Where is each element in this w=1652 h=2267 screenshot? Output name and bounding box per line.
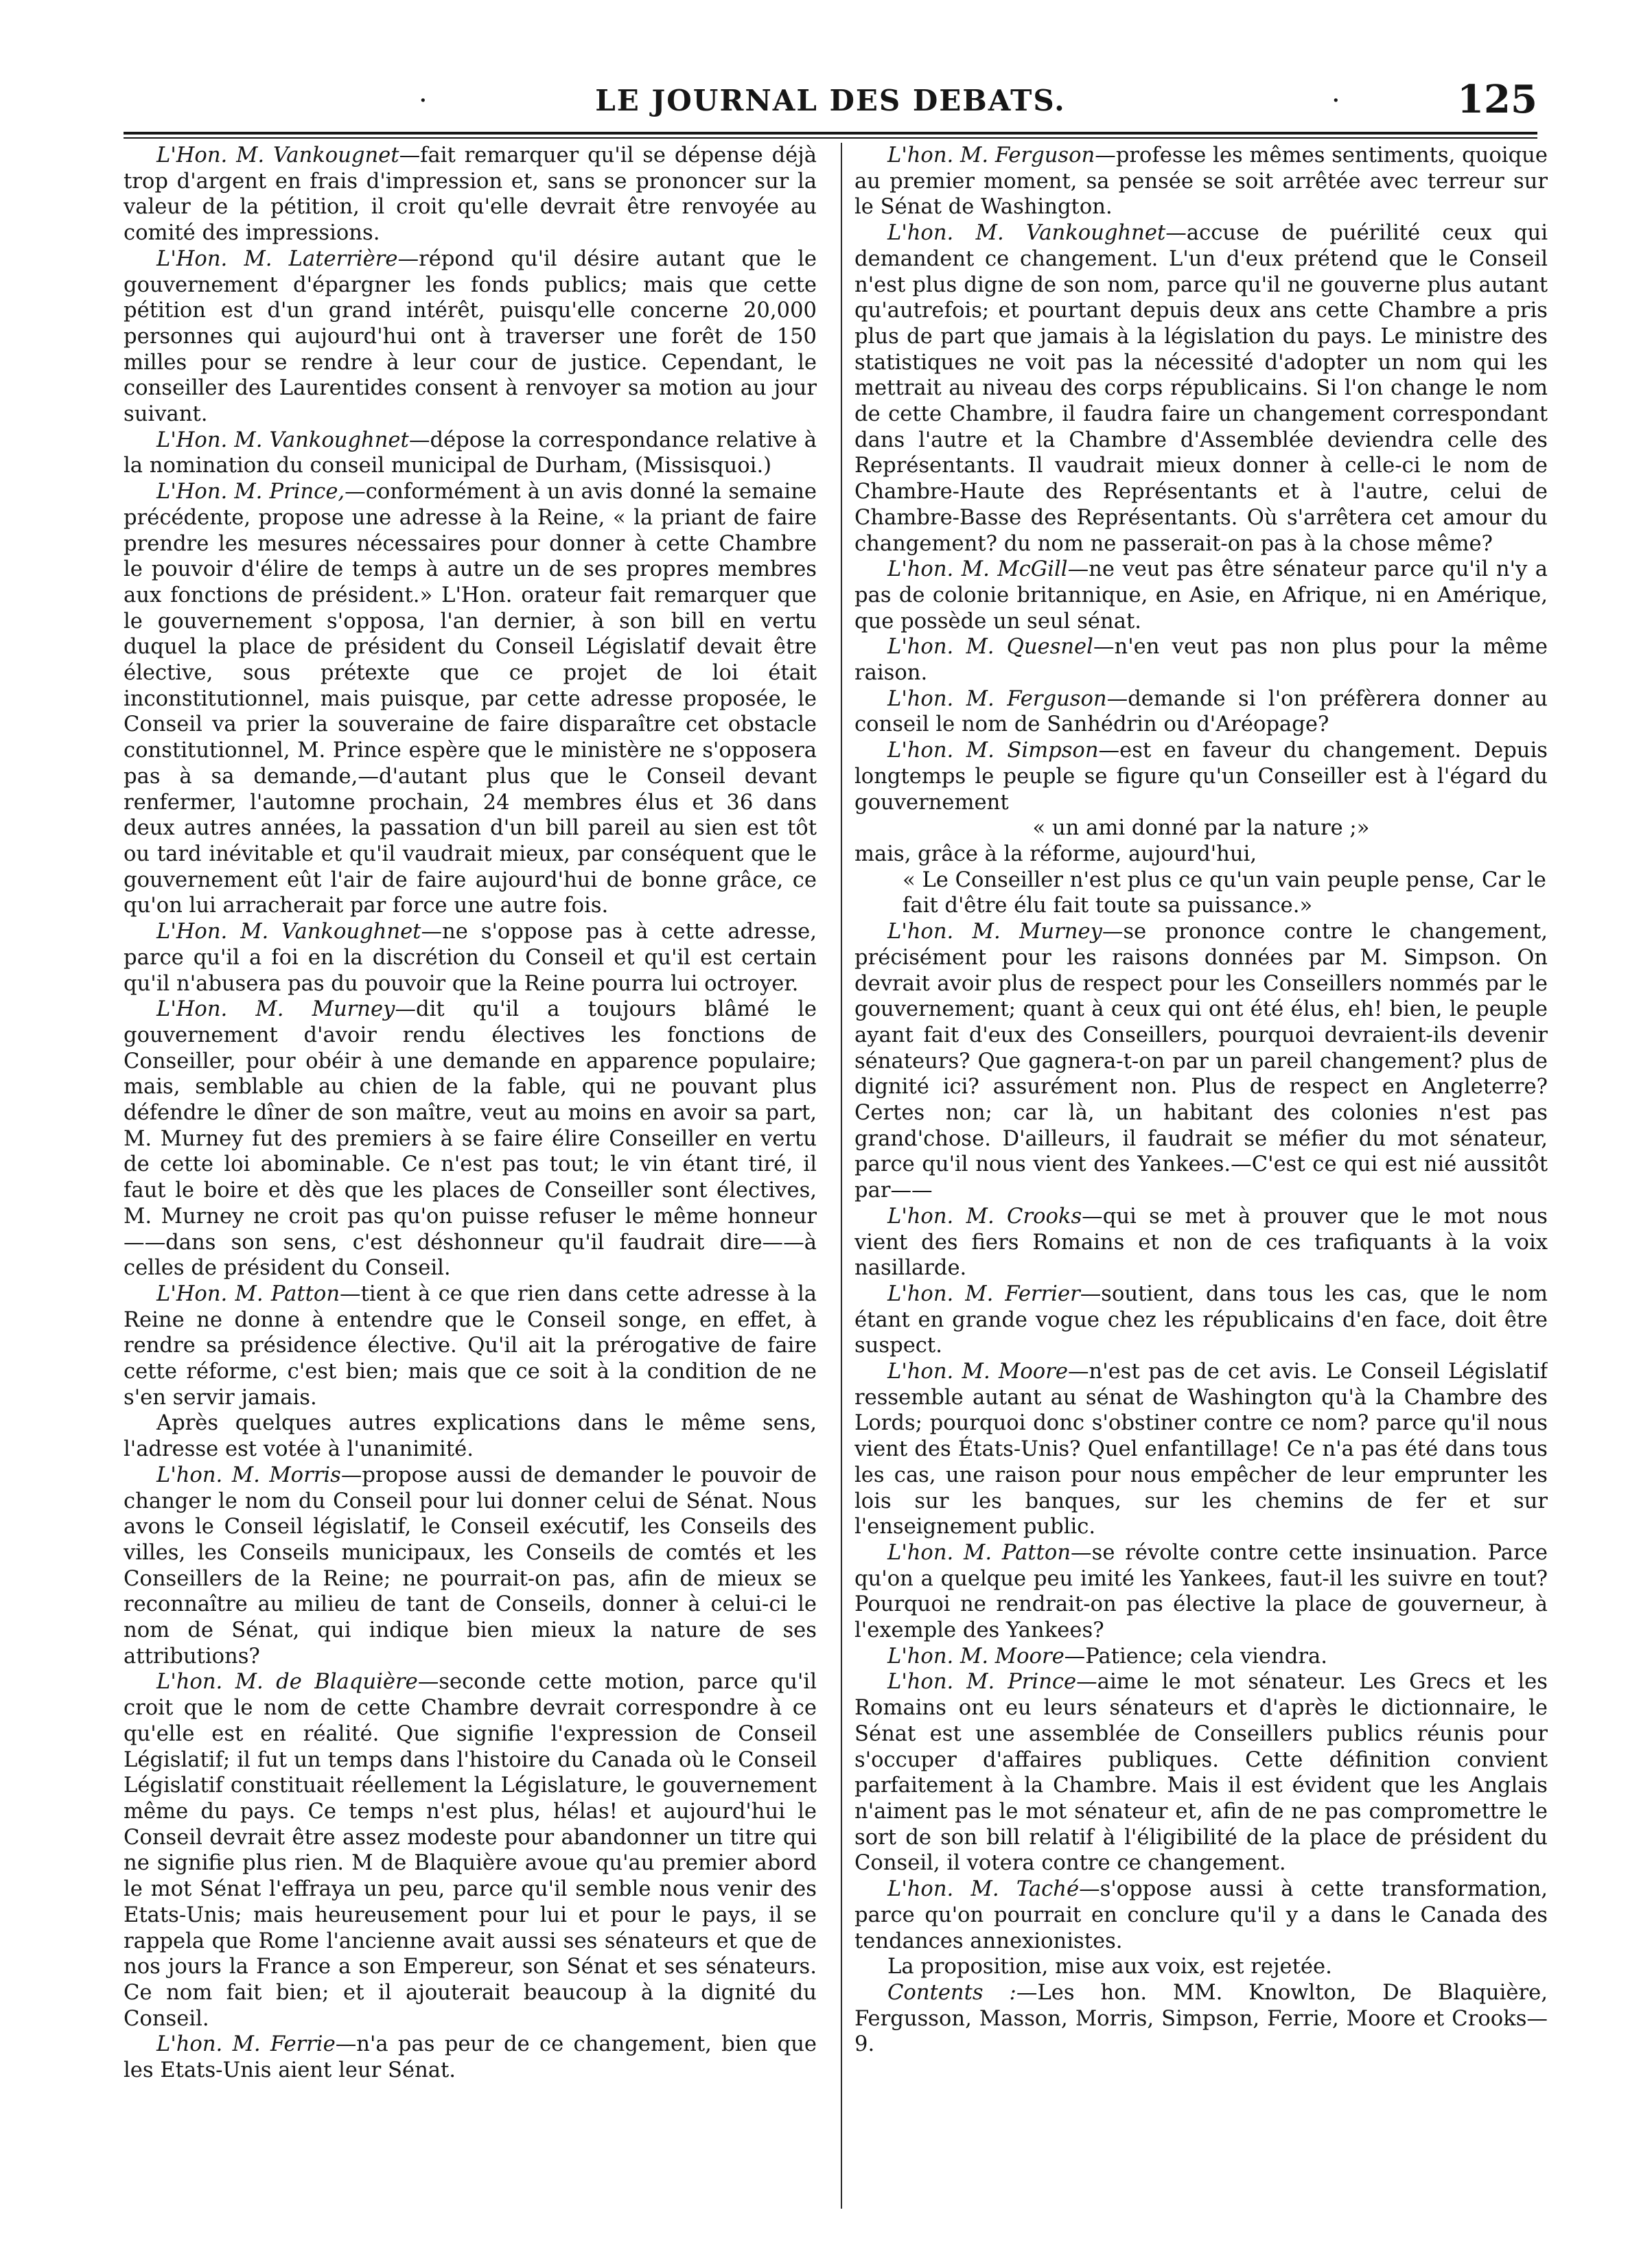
speaker-name: L'hon. M. McGill xyxy=(887,557,1068,582)
column-divider xyxy=(841,143,842,2209)
paragraph xyxy=(124,428,817,479)
speaker-name: L'hon. M. Murney xyxy=(887,920,1102,944)
paragraph xyxy=(124,919,817,997)
speaker-name: L'hon. M. Prince xyxy=(887,1670,1077,1695)
paragraph xyxy=(854,1644,1548,1670)
paragraph xyxy=(854,1876,1548,1954)
paragraph-text: —fait remarquer qu'il se dépense déjà trop d'argent en frais d'impression et, sans se prononcer sur la valeur de la pétition, il croit qu'elle devrait être renvoyée au comité des impressions. xyxy=(124,143,817,246)
header-dot-left: · xyxy=(419,85,428,117)
paragraph-text: —n'en veut pas non plus pour la même raison. xyxy=(854,635,1548,686)
paragraph xyxy=(854,557,1548,634)
paragraph xyxy=(854,634,1548,686)
paragraph-text: mais, grâce à la réforme, aujourd'hui, xyxy=(854,841,1257,866)
page-number: 125 xyxy=(1457,77,1537,122)
paragraph xyxy=(854,1204,1548,1281)
paragraph xyxy=(854,738,1548,815)
paragraph-text: —demande si l'on préfèrera donner au conseil le nom de Sanhédrin ou d'Aréopage? xyxy=(854,686,1548,737)
paragraph xyxy=(854,815,1548,841)
paragraph xyxy=(124,2032,817,2083)
paragraph-text: —Les hon. MM. Knowlton, De Blaquière, Fergusson, Masson, Morris, Simpson, Ferrie, Moore et Crooks—9. xyxy=(854,1980,1548,2057)
paragraph-text: —s'oppose aussi à cette transformation, parce qu'on pourrait en conclure qu'il y a dans le Canada des tendances annexionistes. xyxy=(854,1877,1548,1953)
paragraph-text: —dit qu'il a toujours blâmé le gouvernement d'avoir rendu électives les fonctions de Conseiller, pour obéir à une demande en apparence populaire; mais, semblable au chien de la fable, qui ne pouvant plus défendre le dîner de son maître, veut au moins en avoir sa part, M. Murney fut des premiers à se faire élire Conseiller en vertu de cette loi abominable. Ce n'est pas tout; le vin étant tiré, il faut le boire et dès que les places de Conseiller sont électives, M. Murney ne croit pas qu'on puisse refuser le même honneur——dans son sens, c'est déshonneur qu'il faudrait dire——à celles de président du Conseil. xyxy=(124,997,817,1281)
speaker-name: L'hon. M. Moore xyxy=(887,1360,1068,1384)
paragraph-text: —est en faveur du changement. Depuis longtemps le peuple se figure qu'un Conseiller est à l'égard du gouvernement xyxy=(854,739,1548,815)
speaker-name: L'hon. M. Ferguson xyxy=(887,686,1107,711)
paragraph-text: —n'a pas peur de ce changement, bien que les Etats-Unis aient leur Sénat. xyxy=(124,2032,817,2083)
paragraph-text: —tient à ce que rien dans cette adresse à la Reine ne donne à entendre que le Conseil songe, en effet, à rendre sa présidence élective. Qu'il ait la prérogative de faire cette réforme, c'est bien; mais que ce soit à la condition de ne s'en servir jamais. xyxy=(124,1281,817,1410)
paragraph-text: —qui se met à prouver que le mot nous vient des fiers Romains et non de ces trafiquants à la voix nasillarde. xyxy=(854,1204,1548,1281)
speaker-name: L'hon. M. Ferrier xyxy=(887,1281,1080,1306)
speaker-name: L'hon. M. Simpson xyxy=(887,739,1099,763)
speaker-name: L'hon. M. Quesnel xyxy=(887,635,1093,660)
speaker-name: L'hon. M. Vankoughnet xyxy=(887,221,1166,246)
paragraph-text: —conformément à un avis donné la semaine précédente, propose une adresse à la Reine, « la priant de faire prendre les mesures nécessaires pour donner à cette Chambre le pouvoir d'élire de temps à autre un de ses propres membres aux fonctions de président.» L'Hon. orateur fait remarquer que le gouvernement s'opposa, l'an dernier, à son bill en vertu duquel la place de président du Conseil Législatif devait être élective, sous prétexte que ce projet de loi était inconstitutionnel, mais puisque, par cette adresse proposée, le Conseil va prier la souveraine de faire disparaître cet obstacle constitutionnel, M. Prince espère que le ministère ne s'opposera pas à sa demande,—d'autant plus que le Conseil devant renfermer, l'automne prochain, 24 membres élus et 36 dans deux autres années, la passation d'un bill pareil au sien est tôt ou tard inévitable et qu'il vaudrait mieux, par conséquent que le gouvernement eût l'air de faire aujourd'hui de bonne grâce, ce qu'on lui arracherait par force une autre fois. xyxy=(124,480,817,918)
paragraph-text: —ne veut pas être sénateur parce qu'il n'y a pas de colonie britannique, en Asie, en Afrique, ni en Amérique, que possède un seul sénat. xyxy=(854,557,1548,633)
paragraph xyxy=(854,919,1548,1204)
speaker-name: L'hon. M. Taché xyxy=(887,1877,1080,1902)
speaker-name: L'hon. M. Crooks xyxy=(887,1204,1082,1229)
speaker-name: L'hon. M. de Blaquière xyxy=(156,1670,418,1695)
paragraph-text: —répond qu'il désire autant que le gouvernement d'épargner les fonds publics; mais que cette pétition est d'un grand intérêt, puisqu'elle concerne 20,000 personnes qui aujourd'hui ont à traverser une forêt de 150 milles pour se rendre à leur cour de justice. Cependant, le conseiller des Laurentides consent à renvoyer sa motion au jour suivant. xyxy=(124,246,817,427)
speaker-name: Contents : xyxy=(887,1980,1016,2005)
speaker-name: L'Hon. M. Murney xyxy=(156,997,395,1022)
page-header xyxy=(124,77,1537,129)
paragraph xyxy=(854,143,1548,220)
paragraph xyxy=(124,1463,817,1670)
paragraph-text: —ne s'oppose pas à cette adresse, parce qu'il a foi en la discrétion du Conseil et qu'il est certain qu'il n'abusera pas du pouvoir que la Reine pourra lui octroyer. xyxy=(124,920,817,996)
paragraph xyxy=(124,246,817,428)
speaker-name: L'hon. M. Moore xyxy=(887,1644,1065,1669)
paragraph-text: « un ami donné par la nature ;» xyxy=(1032,816,1370,841)
paragraph-text: —n'est pas de cet avis. Le Conseil Législatif ressemble autant au sénat de Washington qu'à la Chambre des Lords; pourquoi donc s'obstiner contre ce nom? parce qu'il nous vient des États-Unis? Quel enfantillage! Ce n'a pas été dans tous les cas, une raison pour nous empêcher de leur emprunter les lois sur les banques, sur les chemins de fer et sur l'enseignement public. xyxy=(854,1360,1548,1539)
paragraph xyxy=(124,143,817,246)
speaker-name: L'Hon. M. Prince, xyxy=(156,480,345,504)
paragraph-text: —se révolte contre cette insinuation. Parce qu'on a quelque peu imité les Yankees, faut-il les suivre en tout? Pourquoi ne rendrait-on pas élective la place de gouverneur, à l'exemple des Yankees? xyxy=(854,1540,1548,1643)
paragraph xyxy=(854,1540,1548,1644)
right-column xyxy=(854,143,1548,2209)
journal-title: LE JOURNAL DES DEBATS. xyxy=(595,84,1066,117)
paragraph-text: —propose aussi de demander le pouvoir de changer le nom du Conseil pour lui donner celui de Sénat. Nous avons le Conseil législatif, le Conseil exécutif, les Conseils des villes, les Conseils municipaux, les Conseils de comtés et les Conseillers de la Reine; ne pourrait-on pas, afin de mieux se reconnaître au milieu de tant de Conseils, donner à celui-ci le nom de Sénat, qui indique bien mieux la nature de ses attributions? xyxy=(124,1463,817,1669)
speaker-name: L'Hon. M. Vankougnet xyxy=(156,143,399,167)
paragraph-text: —aime le mot sénateur. Les Grecs et les Romains ont eu leurs sénateurs et d'après le dictionnaire, le Sénat est une assemblée de Conseillers publics réunis pour s'occuper d'affaires publiques. Cette définition convient parfaitement à la Chambre. Mais il est évident que les Anglais n'aiment pas le mot sénateur et, afin de ne pas compromettre le sort de son bill relatif à l'éligibilité de la place de président du Conseil, il votera contre ce changement. xyxy=(854,1670,1548,1876)
paragraph xyxy=(854,841,1548,868)
paragraph xyxy=(124,1410,817,1462)
paragraph xyxy=(854,868,1548,919)
paragraph xyxy=(124,997,817,1281)
paragraph-text: —dépose la correspondance relative à la nomination du conseil municipal de Durham, (Missisquoi.) xyxy=(124,428,817,478)
paragraph xyxy=(854,1980,1548,2058)
paragraph xyxy=(124,1281,817,1411)
speaker-name: L'Hon. M. Vankoughnet xyxy=(156,428,409,452)
paragraph xyxy=(854,686,1548,738)
paragraph xyxy=(124,1669,817,2032)
paragraph-text: « Le Conseiller n'est plus ce qu'un vain peuple pense, Car le fait d'être élu fait toute sa puissance.» xyxy=(903,868,1546,918)
paragraph-text: —se prononce contre le changement, précisément pour les raisons données par M. Simpson. On devrait avoir plus de respect pour les Conseillers nommés par le gouvernement; quant à ceux qui ont été élus, eh! bien, le peuple ayant fait d'eux des Conseillers, pourquoi devraient-ils devenir sénateurs? Que gagnera-t-on par un pareil changement? plus de dignité ici? assurément non. Plus de respect en Angleterre? Certes non; car là, un habitant des colonies n'est pas grand'chose. D'ailleurs, il faudrait se méfier du mot sénateur, parce qu'il nous vient des Yankees.—C'est ce qui est nié aussitôt par—— xyxy=(854,920,1548,1203)
left-column xyxy=(124,143,817,2209)
paragraph xyxy=(854,220,1548,557)
paragraph xyxy=(854,1954,1548,1980)
paragraph xyxy=(854,1669,1548,1876)
paragraph-text: —seconde cette motion, parce qu'il croit que le nom de cette Chambre devrait correspondre à ce qu'elle est en réalité. Que signifie l'expression de Conseil Législatif; il fut un temps dans l'histoire du Canada où le Conseil Législatif constituait réellement la Législature, le gouvernement même du pays. Ce temps n'est plus, hélas! et aujourd'hui le Conseil devrait être assez modeste pour abandonner un titre qui ne signifie plus rien. M de Blaquière avoue qu'au premier abord le mot Sénat l'effraya un peu, parce qu'il semble nous venir des Etats-Unis; mais heureusement pour lui et pour le pays, il se rappela que Rome l'ancienne avait aussi ses sénateurs et que de nos jours la France a son Empereur, son Sénat et ses sénateurs. Ce nom fait bien; et il ajouterait beaucoup à la dignité du Conseil. xyxy=(124,1670,817,2031)
speaker-name: L'Hon. M. Patton xyxy=(156,1281,340,1306)
paragraph-text: —professe les mêmes sentiments, quoique au premier moment, sa pensée se soit arrêtée avec terreur sur le Sénat de Washington. xyxy=(854,143,1548,220)
header-dot-right: · xyxy=(1331,85,1340,117)
paragraph xyxy=(854,1359,1548,1540)
paragraph xyxy=(124,479,817,919)
paragraph-text: Après quelques autres explications dans le même sens, l'adresse est votée à l'unanimité. xyxy=(124,1411,817,1462)
paragraph-text: La proposition, mise aux voix, est rejetée. xyxy=(887,1955,1332,1979)
speaker-name: L'hon. M. Morris xyxy=(156,1463,341,1487)
paragraph xyxy=(854,1281,1548,1359)
paragraph-text: —Patience; cela viendra. xyxy=(1064,1644,1327,1669)
paragraph-text: —accuse de puérilité ceux qui demandent ce changement. L'un d'eux prétend que le Conseil n'est plus digne de son nom, parce qu'il ne gouverne plus autant qu'autrefois; et pourtant depuis deux ans cette Chambre a pris plus de part que jamais à la législation du pays. Le ministre des statistiques ne voit pas la nécessité d'adopter un nom qui les mettrait au niveau des corps républicains. Si l'on change le nom de cette Chambre, il faudra faire un changement correspondant dans l'autre et la Chambre d'Assemblée deviendra celle des Représentants. Il vaudrait mieux donner à celle-ci le nom de Chambre-Haute des Représentants et à l'autre, celui de Chambre-Basse des Représentants. Où s'arrêtera cet amour du changement? du nom ne passerait-on pas à la chose même? xyxy=(854,221,1548,556)
speaker-name: L'Hon. M. Vankoughnet xyxy=(156,920,421,944)
paragraph-text: —soutient, dans tous les cas, que le nom étant en grande vogue chez les républicains d'en face, doit être suspect. xyxy=(854,1281,1548,1358)
header-rule xyxy=(124,132,1537,139)
speaker-name: L'Hon. M. Laterrière xyxy=(156,246,398,271)
speaker-name: L'hon. M. Patton xyxy=(887,1540,1071,1565)
speaker-name: L'hon. M. Ferguson xyxy=(887,143,1095,167)
speaker-name: L'hon. M. Ferrie xyxy=(156,2032,336,2057)
